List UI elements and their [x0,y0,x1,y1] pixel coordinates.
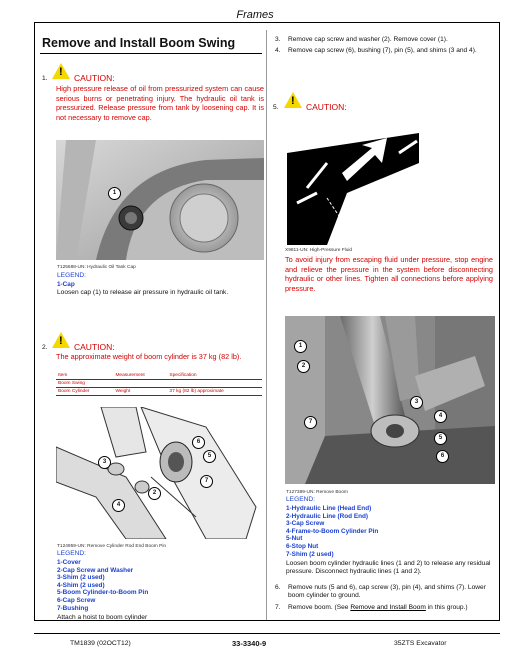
fig2-legend-item: 7-Bushing [57,604,89,612]
fig3-legend-item: 3-Cap Screw [286,520,325,528]
fig2-callout-2: 2 [148,487,161,500]
fig2-legend-heading: LEGEND: [57,550,86,557]
spec-row [56,380,262,388]
spec-cell: Weight [113,388,167,396]
boom-pin-drawing [56,407,264,539]
fig2-callout-6: 6 [192,436,205,449]
fig2-legend-item: 2-Cap Screw and Washer [57,566,134,574]
section-header: Frames [236,9,274,21]
step-2-caution: CAUTION: [74,342,115,352]
fig3-caption: T127389-UN: Remove Boom [286,490,348,495]
fig2-legend-item: 1-Cover [57,559,81,566]
step-3-text: Remove cap screw and washer (2). Remove cover (1). [288,36,448,43]
fig3-callout-4: 4 [434,410,447,423]
step-1-warning: High pressure release of oil from pressurized system can cause serious burns or penetrating injury. The hydraulic oil tank is pressurized. Release pressure from tank by loosening cap. It is not necessary to remove cap. [56,84,264,122]
footer-rule [34,633,500,634]
fig2-caption: T124959-UN: Remove Cylinder Rod End Boom Pin [57,544,167,549]
fig3-legend-item: 1-Hydraulic Line (Head End) [286,505,372,512]
hydraulic-tank-cap-image [56,140,264,260]
step-6-number: 6. [275,584,281,591]
title-underline [40,53,262,54]
step-2-number: 2. [42,344,48,351]
step-7-text [288,604,498,612]
warning-triangle-icon [284,92,302,108]
fig2-legend-item: 6-Cap Screw [57,596,96,604]
spec-row [56,388,262,396]
spec-header: Specification [167,372,262,380]
high-pressure-fluid-image [287,133,419,245]
fig2-callout-4: 4 [112,499,125,512]
fig2-legend [57,559,148,612]
fig-fluid-caption: X9811-UN: High-Pressure Fluid [285,248,353,253]
step-5-text: Loosen boom cylinder hydraulic lines (1 and 2) to release any residual pressure. Disconnect hydraulic lines (1 and 2). [286,560,491,576]
step-7-number: 7. [275,604,281,611]
spec-cell [113,380,167,388]
spec-header: Item [56,372,113,380]
fig3-callout-7: 7 [304,416,317,429]
step-1-text: Loosen cap (1) to release air pressure in hydraulic oil tank. [57,289,229,296]
fig3-legend-item: 5-Nut [286,535,303,543]
fig2-legend-item: 4-Shim (2 used) [57,581,105,589]
step-3-number: 3. [275,36,281,43]
step-5-warning: To avoid injury from escaping fluid under pressure, stop engine and relieve the pressure in the system before disconnecting hydraulic or other lines. Tighten all connections before applying pressure. [285,255,493,293]
fig3-legend-item: 6-Stop Nut [286,542,319,550]
spec-header-row [56,372,262,380]
fig1-callout-1: 1 [108,187,121,200]
warning-triangle-icon [52,332,70,348]
step-1-number: 1. [42,75,48,82]
fig2-legend-item: 3-Shim (2 used) [57,574,105,582]
fig1-legend-heading: LEGEND: [57,272,86,279]
fig3-legend-heading: LEGEND: [286,496,315,503]
fig3-callout-6: 6 [436,450,449,463]
fig1-legend-item: 1-Cap [57,281,75,288]
fig3-legend-item: 2-Hydraulic Line (Rod End) [286,512,369,520]
spec-header: Measurement [113,372,167,380]
fig3-callout-1: 1 [294,340,307,353]
fig2-callout-3: 3 [98,456,111,469]
footer-doc-id: TM1839 (02OCT12) [70,640,131,647]
step-2-text: Attach a hoist to boom cylinder [57,614,148,621]
fig3-legend-item: 7-Shim (2 used) [286,550,334,558]
column-divider [266,30,267,620]
fig2-legend-item: 5-Boom Cylinder-to-Boom Pin [57,589,149,597]
fig3-callout-5: 5 [434,432,447,445]
fig3-legend [286,505,378,558]
step-4-number: 4. [275,47,281,54]
fig3-legend-item: 4-Frame-to-Boom Cylinder Pin [286,527,379,535]
footer-page-number: 33-3340-9 [232,639,267,648]
remove-boom-image [285,316,495,484]
step-1-caution: CAUTION: [74,73,115,83]
step-7-text-after: in this group.) [425,604,468,611]
fig3-callout-2: 2 [297,360,310,373]
page-title: Remove and Install Boom Swing [42,36,236,50]
step-5-caution: CAUTION: [306,102,347,112]
spec-cell: 37 kg (82 lb) approximate [167,388,262,396]
remove-install-boom-link[interactable]: Remove and Install Boom [350,604,426,611]
step-4-text: Remove cap screw (6), bushing (7), pin (5), and shims (3 and 4). [288,47,477,54]
fig1-caption: T125688-UN: Hydraulic Oil Tank Cap [57,265,136,270]
step-6-text: Remove nuts (5 and 6), cap screw (3), pin (4), and shims (7). Lower boom cylinder to ground. [288,584,486,600]
spec-table [56,372,262,396]
fig2-callout-7: 7 [200,475,213,488]
step-7-text-before: Remove boom. (See [288,604,351,611]
fig2-callout-5: 5 [203,450,216,463]
step-5-number: 5. [273,104,279,111]
step-2-warning: The approximate weight of boom cylinder is 37 kg (82 lb). [56,352,242,361]
fig3-callout-3: 3 [410,396,423,409]
footer-model: 35ZTS Excavator [394,640,447,647]
spec-cell: Boom Swing [56,380,113,388]
spec-cell: Boom Cylinder [56,388,113,396]
warning-triangle-icon [52,63,70,79]
spec-cell [167,380,262,388]
